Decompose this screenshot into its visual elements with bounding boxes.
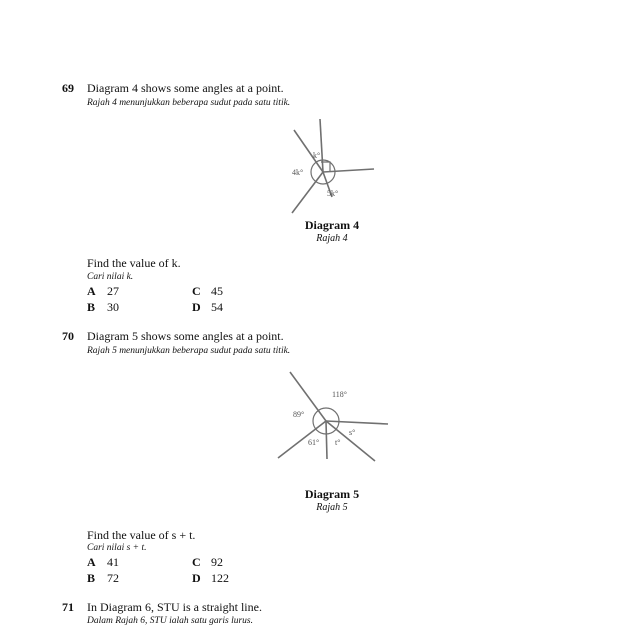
- q69-stem-en: Diagram 4 shows some angles at a point.: [87, 81, 284, 95]
- d5-label-t: t°: [335, 438, 341, 447]
- q69-option-b-letter: B: [87, 300, 96, 314]
- q71-stem-ms: Dalam Rajah 6, STU ialah satu garis lurus.: [87, 616, 254, 626]
- q69-option-d-letter: D: [192, 300, 201, 314]
- q70-prompt-en: Find the value of s + t.: [87, 528, 196, 542]
- q70-option-a-value: 41: [107, 555, 119, 569]
- q69-option-c-value: 45: [211, 284, 223, 298]
- q70-stem-ms: Rajah 5 menunjukkan beberapa sudut pada satu titik.: [87, 346, 291, 356]
- d4-label-k: k°: [313, 151, 321, 160]
- d5-ray-lower-right: [326, 421, 375, 461]
- d4-ray-lower-left: [292, 172, 323, 213]
- d5-label-61: 61°: [308, 438, 320, 447]
- q69-option-a-letter: A: [87, 284, 96, 298]
- d5-label-118: 118°: [332, 390, 347, 399]
- q69-stem-ms: Rajah 4 menunjukkan beberapa sudut pada satu titik.: [87, 98, 291, 108]
- d4-label-4k: 4k°: [292, 168, 304, 177]
- q69-option-b-value: 30: [107, 300, 119, 314]
- q69-option-c-letter: C: [192, 284, 201, 298]
- q70-option-d-value: 122: [211, 571, 229, 585]
- d5-ray-down: [326, 421, 327, 459]
- diagram-4: [280, 115, 390, 220]
- d5-label-s: s°: [349, 428, 356, 437]
- q71-stem-en: In Diagram 6, STU is a straight line.: [87, 600, 262, 614]
- d4-ray-right: [323, 169, 374, 172]
- q69-option-d-value: 54: [211, 300, 223, 314]
- d4-label-5k: 5k°: [327, 189, 339, 198]
- q70-option-a-letter: A: [87, 555, 96, 569]
- diagram-4-caption: Diagram 4: [304, 218, 360, 232]
- q69-option-a-value: 27: [107, 284, 119, 298]
- q70-option-b-value: 72: [107, 571, 119, 585]
- d4-ray-up: [320, 119, 323, 172]
- q71-number: 71: [62, 600, 74, 614]
- q70-prompt-ms: Cari nilai s + t.: [87, 543, 147, 553]
- q70-option-b-letter: B: [87, 571, 96, 585]
- diagram-5-caption-ms: Rajah 5: [316, 502, 348, 513]
- diagram-5: [272, 366, 392, 466]
- q69-prompt-en: Find the value of k.: [87, 256, 181, 270]
- q70-option-c-letter: C: [192, 555, 201, 569]
- q70-option-c-value: 92: [211, 555, 223, 569]
- q70-option-d-letter: D: [192, 571, 201, 585]
- d5-ray-right: [326, 421, 388, 424]
- diagram-4-caption-ms: Rajah 4: [316, 233, 348, 244]
- diagram-5-caption: Diagram 5: [304, 487, 360, 501]
- q70-stem-en: Diagram 5 shows some angles at a point.: [87, 329, 284, 343]
- q69-prompt-ms: Cari nilai k.: [87, 272, 134, 282]
- d5-label-89: 89°: [293, 410, 305, 419]
- q69-number: 69: [62, 81, 74, 95]
- q70-number: 70: [62, 329, 74, 343]
